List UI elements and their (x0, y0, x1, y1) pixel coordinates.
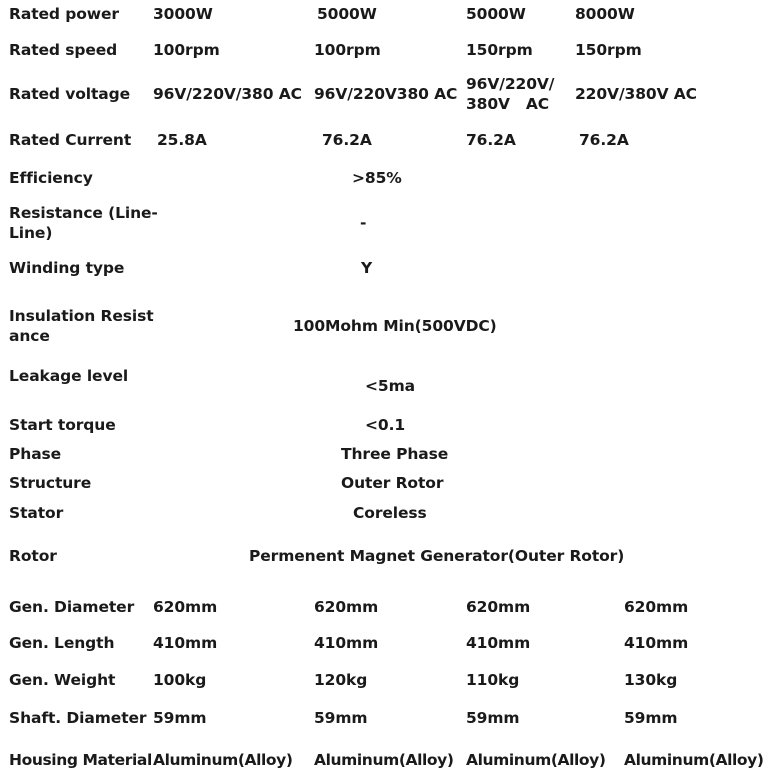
label-structure: Structure (9, 474, 92, 492)
model-3-speed: 150rpm (466, 41, 533, 59)
label-insulation-line-2: ance (9, 327, 50, 345)
model-4-weight: 130kg (624, 671, 678, 689)
label-shaft-diameter: Shaft. Diameter (9, 709, 147, 727)
label-start-torque: Start torque (9, 416, 116, 434)
model-2-speed: 100rpm (314, 41, 381, 59)
model-2-length: 410mm (314, 634, 379, 652)
start-torque-value: <0.1 (365, 416, 406, 434)
winding-type-value: Y (361, 259, 373, 277)
model-3-voltage-line-1: 96V/220V/ (466, 75, 555, 93)
model-1-diameter: 620mm (153, 598, 218, 616)
model-3-current: 76.2A (466, 131, 516, 149)
label-gen-weight: Gen. Weight (9, 671, 116, 689)
phase-value: Three Phase (341, 445, 449, 463)
efficiency-value: >85% (352, 169, 402, 187)
model-2-weight: 120kg (314, 671, 368, 689)
model-3-voltage-line-2: 380V AC (466, 95, 550, 113)
model-2-current: 76.2A (322, 131, 372, 149)
model-4-housing: Aluminum(Alloy) (624, 751, 764, 769)
insulation-value: 100Mohm Min(500VDC) (293, 317, 497, 335)
model-3-weight: 110kg (466, 671, 520, 689)
label-rotor: Rotor (9, 547, 57, 565)
label-housing-material: Housing Material (9, 751, 152, 769)
model-2-voltage: 96V/220V380 AC (314, 85, 458, 103)
resistance-value: - (360, 214, 367, 232)
model-4-current: 76.2A (579, 131, 629, 149)
label-resistance-line-1: Resistance (Line- (9, 204, 158, 222)
model-3-housing: Aluminum(Alloy) (466, 751, 606, 769)
label-leakage: Leakage level (9, 367, 129, 385)
model-1-length: 410mm (153, 634, 218, 652)
model-3-length: 410mm (466, 634, 531, 652)
model-4-speed: 150rpm (575, 41, 642, 59)
label-resistance-line-2: Line) (9, 224, 53, 242)
rotor-value: Permenent Magnet Generator(Outer Rotor) (249, 547, 625, 565)
label-rated-current: Rated Current (9, 131, 132, 149)
model-4-diameter: 620mm (624, 598, 689, 616)
model-3-diameter: 620mm (466, 598, 531, 616)
model-4-length: 410mm (624, 634, 689, 652)
model-1-housing: Aluminum(Alloy) (153, 751, 293, 769)
model-1-weight: 100kg (153, 671, 207, 689)
model-1-current: 25.8A (157, 131, 207, 149)
label-gen-length: Gen. Length (9, 634, 115, 652)
label-winding-type: Winding type (9, 259, 125, 277)
leakage-value: <5ma (365, 377, 415, 395)
stator-value: Coreless (353, 504, 427, 522)
label-gen-diameter: Gen. Diameter (9, 598, 135, 616)
model-4-shaft: 59mm (624, 709, 678, 727)
label-phase: Phase (9, 445, 62, 463)
model-4-voltage: 220V/380V AC (575, 85, 697, 103)
model-2-housing: Aluminum(Alloy) (314, 751, 454, 769)
structure-value: Outer Rotor (341, 474, 444, 492)
model-3-power: 5000W (466, 5, 526, 23)
model-1-voltage: 96V/220V/380 AC (153, 85, 302, 103)
model-2-shaft: 59mm (314, 709, 368, 727)
model-3-shaft: 59mm (466, 709, 520, 727)
label-rated-voltage: Rated voltage (9, 85, 131, 103)
label-stator: Stator (9, 504, 64, 522)
label-rated-power: Rated power (9, 5, 119, 23)
label-insulation-line-1: Insulation Resist (9, 307, 154, 325)
model-2-diameter: 620mm (314, 598, 379, 616)
model-1-power: 3000W (153, 5, 213, 23)
label-efficiency: Efficiency (9, 169, 93, 187)
model-1-shaft: 59mm (153, 709, 207, 727)
model-4-power: 8000W (575, 5, 635, 23)
label-rated-speed: Rated speed (9, 41, 118, 59)
model-1-speed: 100rpm (153, 41, 220, 59)
model-2-power: 5000W (317, 5, 377, 23)
